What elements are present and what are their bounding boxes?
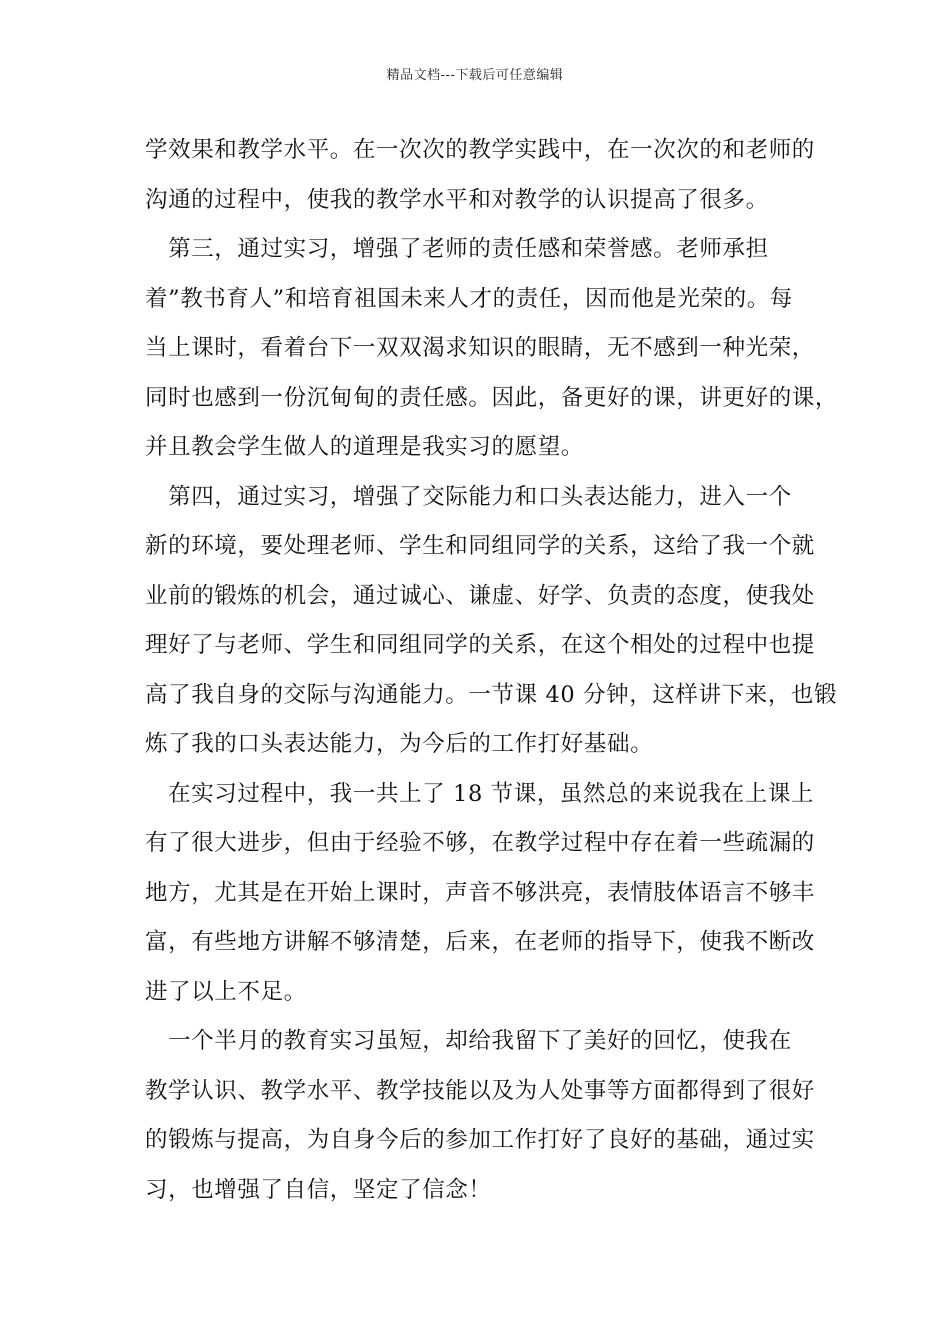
text-line: 进了以上不足。: [145, 978, 307, 1005]
text-line: 炼了我的口头表达能力，为今后的工作打好基础。: [145, 731, 654, 757]
page-header: 精品文档---下载后可任意编辑: [386, 68, 564, 83]
text-line: 地方，尤其是在开始上课时，声音不够洪亮，表情肢体语言不够丰: [145, 879, 815, 906]
text-line: 学效果和教学水平。在一次次的教学实践中，在一次次的和老师的: [145, 137, 815, 163]
document-body: [145, 126, 839, 1215]
text-line: 新的环境，要处理老师、学生和同组同学的关系，这给了我一个就: [145, 533, 815, 559]
text-line: 当上课时，看着台下一双双渴求知识的眼睛，无不感到一种光荣，: [145, 335, 815, 361]
text-line: 沟通的过程中，使我的教学水平和对教学的认识提高了很多。: [145, 186, 769, 213]
text-line: 业前的锻炼的机会，通过诚心、谦虚、好学、负责的态度，使我处: [145, 582, 815, 609]
text-line: 同时也感到一份沉甸甸的责任感。因此，备更好的课，讲更好的课，: [145, 384, 839, 411]
text-line: 有了很大进步，但由于经验不够，在教学过程中存在着一些疏漏的: [145, 830, 815, 856]
text-line: 第三，通过实习，增强了老师的责任感和荣誉感。老师承担: [145, 236, 769, 262]
text-line: 理好了与老师、学生和同组同学的关系，在这个相处的过程中也提: [145, 632, 815, 658]
text-line: 教学认识、教学水平、教学技能以及为人处事等方面都得到了很好: [145, 1077, 815, 1104]
text-line: 习，也增强了自信，坚定了信念！: [145, 1176, 492, 1203]
text-line: 高了我自身的交际与沟通能力。一节课 40 分钟，这样讲下来，也锻: [145, 681, 838, 708]
text-line: 第四，通过实习，增强了交际能力和口头表达能力，进入一个: [145, 483, 792, 510]
text-line: 富，有些地方讲解不够清楚，后来，在老师的指导下，使我不断改: [145, 929, 815, 955]
text-line: 并且教会学生做人的道理是我实习的愿望。: [145, 434, 584, 460]
text-line: 一个半月的教育实习虽短，却给我留下了美好的回忆，使我在: [145, 1028, 792, 1054]
text-line: 在实习过程中，我一共上了 18 节课，虽然总的来说我在上课上: [145, 780, 815, 807]
text-line: 着”教书育人”和培育祖国未来人才的责任，因而他是光荣的。每: [145, 285, 793, 312]
text-line: 的锻炼与提高，为自身今后的参加工作打好了良好的基础，通过实: [145, 1127, 815, 1153]
